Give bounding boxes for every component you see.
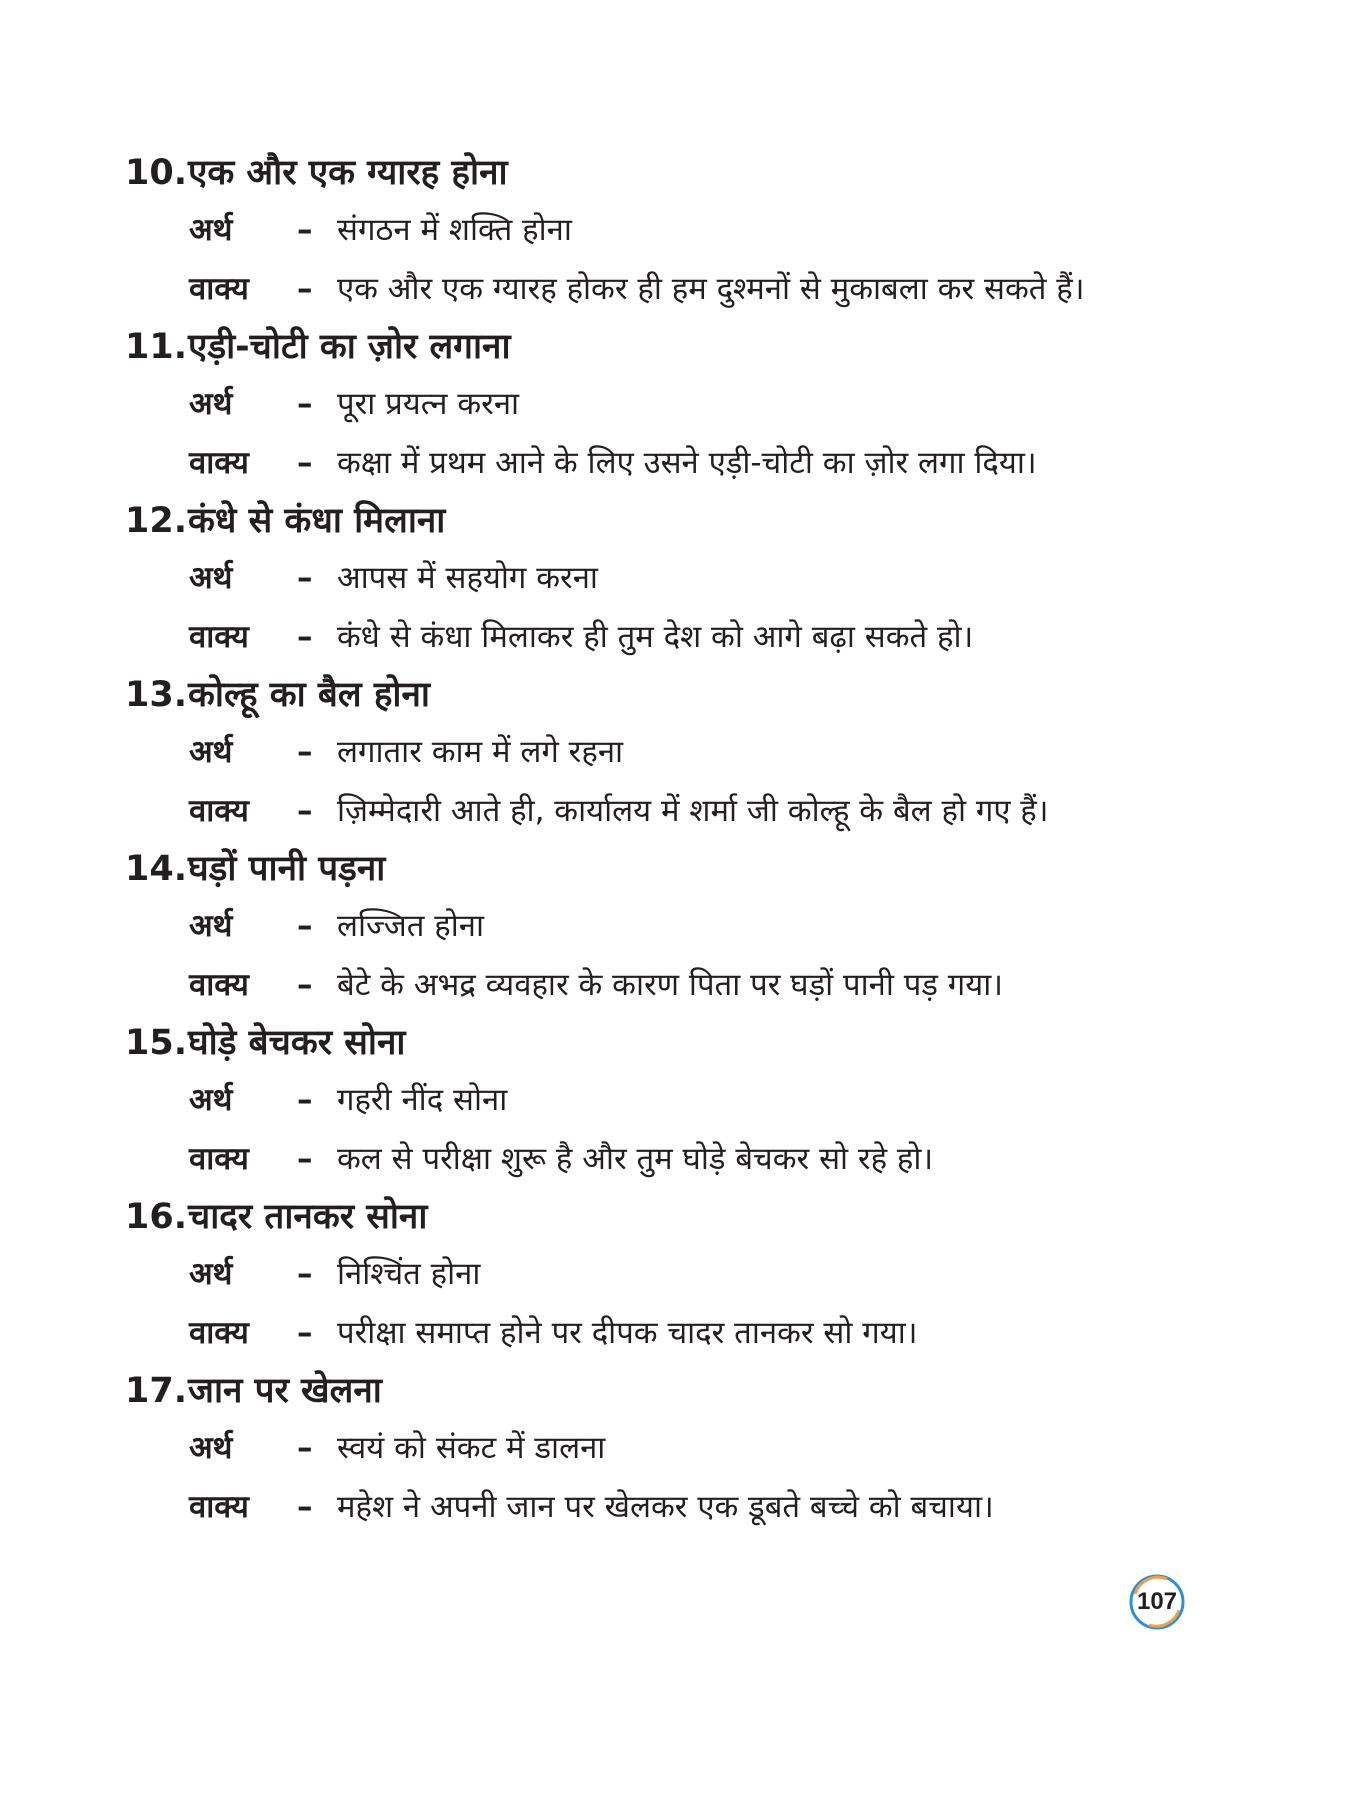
dash: –	[297, 793, 313, 829]
idiom-number: 12.	[125, 501, 188, 541]
meaning-row	[189, 1252, 1235, 1296]
meaning-label: अर्थ	[189, 1430, 233, 1466]
sentence-row	[189, 441, 1235, 485]
meaning-label: अर्थ	[189, 1082, 233, 1118]
dash: –	[297, 1430, 313, 1466]
sentence-row	[189, 789, 1235, 833]
sentence-label: वाक्य	[189, 793, 249, 829]
meaning-row	[189, 556, 1235, 600]
idiom-heading	[125, 324, 1235, 370]
meaning-text: गहरी नींद सोना	[337, 1082, 508, 1118]
meaning-text: आपस में सहयोग करना	[337, 560, 598, 596]
idiom-phrase: एक और एक ग्यारह होना	[188, 153, 508, 193]
idiom-number: 10.	[125, 153, 188, 193]
sentence-text: कंधे से कंधा मिलाकर ही तुम देश को आगे बढ़ा सकते हो।	[337, 619, 974, 655]
dash: –	[297, 212, 313, 248]
page-number: 107	[1136, 1588, 1178, 1615]
idiom-entry	[125, 1020, 1235, 1181]
idiom-entry	[125, 498, 1235, 659]
meaning-text: स्वयं को संकट में डालना	[337, 1430, 606, 1466]
idiom-heading	[125, 1194, 1235, 1240]
idiom-phrase: कंधे से कंधा मिलाना	[188, 501, 446, 541]
meaning-text: निश्चिंत होना	[337, 1256, 481, 1292]
meaning-row	[189, 904, 1235, 948]
idiom-heading	[125, 672, 1235, 718]
meaning-row	[189, 730, 1235, 774]
idiom-phrase: चादर तानकर सोना	[188, 1197, 428, 1237]
idiom-number: 16.	[125, 1197, 188, 1237]
idiom-list	[125, 150, 1235, 1542]
sentence-text: महेश ने अपनी जान पर खेलकर एक डूबते बच्चे को बचाया।	[337, 1489, 994, 1525]
meaning-label: अर्थ	[189, 212, 233, 248]
dash: –	[297, 908, 313, 944]
idiom-entry	[125, 324, 1235, 485]
idiom-phrase: जान पर खेलना	[188, 1371, 382, 1411]
meaning-text: लगातार काम में लगे रहना	[337, 734, 624, 770]
sentence-row	[189, 267, 1235, 311]
idiom-phrase: कोल्हू का बैल होना	[188, 675, 430, 715]
idiom-entry	[125, 150, 1235, 311]
sentence-row	[189, 1485, 1235, 1529]
sentence-row	[189, 963, 1235, 1007]
idiom-heading	[125, 498, 1235, 544]
meaning-text: लज्जित होना	[337, 908, 485, 944]
dash: –	[297, 1256, 313, 1292]
idiom-phrase: घोड़े बेचकर सोना	[188, 1023, 406, 1063]
meaning-text: पूरा प्रयत्न करना	[337, 386, 520, 422]
sentence-text: एक और एक ग्यारह होकर ही हम दुश्मनों से मुकाबला कर सकते हैं।	[337, 271, 1085, 307]
idiom-number: 11.	[125, 327, 188, 367]
sentence-label: वाक्य	[189, 1489, 249, 1525]
idiom-phrase: एड़ी-चोटी का ज़ोर लगाना	[188, 327, 511, 367]
idiom-entry	[125, 1194, 1235, 1355]
meaning-row	[189, 382, 1235, 426]
dash: –	[297, 386, 313, 422]
sentence-text: कक्षा में प्रथम आने के लिए उसने एड़ी-चोटी का ज़ोर लगा दिया।	[337, 445, 1037, 481]
idiom-number: 13.	[125, 675, 188, 715]
idiom-heading	[125, 846, 1235, 892]
idiom-heading	[125, 150, 1235, 196]
sentence-label: वाक्य	[189, 1315, 249, 1351]
sentence-row	[189, 615, 1235, 659]
dash: –	[297, 1489, 313, 1525]
sentence-text: बेटे के अभद्र व्यवहार के कारण पिता पर घड़ों पानी पड़ गया।	[337, 967, 1004, 1003]
meaning-label: अर्थ	[189, 386, 233, 422]
idiom-number: 14.	[125, 849, 188, 889]
meaning-text: संगठन में शक्ति होना	[337, 212, 572, 248]
dash: –	[297, 1141, 313, 1177]
dash: –	[297, 734, 313, 770]
meaning-label: अर्थ	[189, 1256, 233, 1292]
idiom-heading	[125, 1368, 1235, 1414]
idiom-entry	[125, 846, 1235, 1007]
dash: –	[297, 445, 313, 481]
sentence-label: वाक्य	[189, 271, 249, 307]
idiom-number: 15.	[125, 1023, 188, 1063]
page-number-badge	[1127, 1572, 1187, 1632]
sentence-text: परीक्षा समाप्त होने पर दीपक चादर तानकर सो गया।	[337, 1315, 918, 1351]
sentence-text: ज़िम्मेदारी आते ही, कार्यालय में शर्मा जी कोल्हू के बैल हो गए हैं।	[337, 793, 1049, 829]
sentence-label: वाक्य	[189, 1141, 249, 1177]
sentence-row	[189, 1137, 1235, 1181]
dash: –	[297, 1315, 313, 1351]
idiom-phrase: घड़ों पानी पड़ना	[188, 849, 386, 889]
idiom-heading	[125, 1020, 1235, 1066]
meaning-row	[189, 1078, 1235, 1122]
sentence-row	[189, 1311, 1235, 1355]
sentence-label: वाक्य	[189, 967, 249, 1003]
dash: –	[297, 967, 313, 1003]
idiom-entry	[125, 672, 1235, 833]
meaning-row	[189, 208, 1235, 252]
meaning-label: अर्थ	[189, 734, 233, 770]
sentence-label: वाक्य	[189, 619, 249, 655]
sentence-label: वाक्य	[189, 445, 249, 481]
meaning-label: अर्थ	[189, 560, 233, 596]
idiom-number: 17.	[125, 1371, 188, 1411]
meaning-row	[189, 1426, 1235, 1470]
idiom-entry	[125, 1368, 1235, 1529]
dash: –	[297, 560, 313, 596]
dash: –	[297, 271, 313, 307]
dash: –	[297, 619, 313, 655]
dash: –	[297, 1082, 313, 1118]
sentence-text: कल से परीक्षा शुरू है और तुम घोड़े बेचकर सो रहे हो।	[337, 1141, 934, 1177]
meaning-label: अर्थ	[189, 908, 233, 944]
